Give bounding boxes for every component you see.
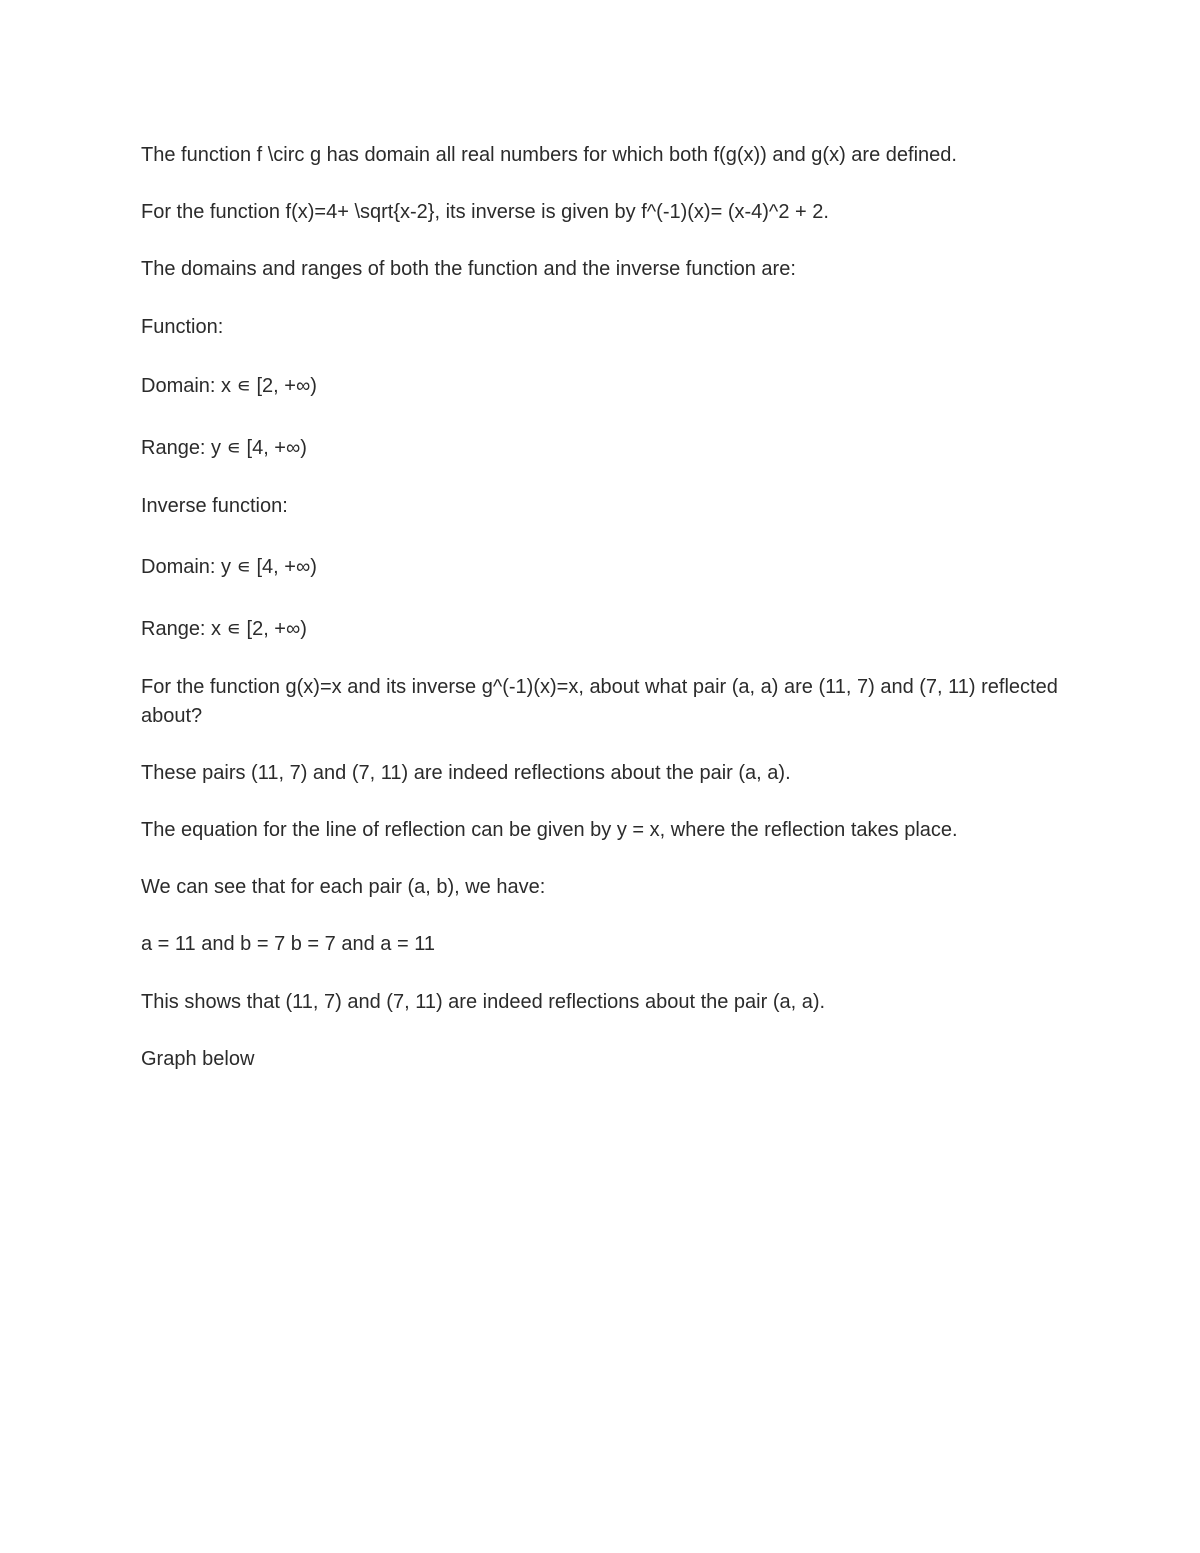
paragraph-reflection-pairs: These pairs (11, 7) and (7, 11) are indeed reflections about the pair (a, a).	[141, 762, 791, 784]
paragraph-reflection-conclusion: This shows that (11, 7) and (7, 11) are indeed reflections about the pair (a, a).	[141, 991, 826, 1013]
paragraph-inverse-domain: Domain: y ∊ [4, +∞)	[141, 556, 317, 578]
paragraph-domains-ranges-intro: The domains and ranges of both the function and the inverse function are:	[141, 258, 796, 280]
paragraph-pair-intro: We can see that for each pair (a, b), we have:	[141, 876, 546, 898]
paragraph-inverse-function: For the function f(x)=4+ \sqrt{x-2}, its inverse is given by f^(-1)(x)= (x-4)^2 + 2.	[141, 201, 829, 223]
paragraph-reflection-line: The equation for the line of reflection can be given by y = x, where the reflection takes place.	[141, 819, 958, 841]
paragraph-function-domain: Domain: x ∊ [2, +∞)	[141, 375, 317, 397]
paragraph-reflection-question: For the function g(x)=x and its inverse g^(-1)(x)=x, about what pair (a, a) are (11, 7) and (7, 11) reflected about?	[141, 676, 1064, 727]
paragraph-inverse-range: Range: x ∊ [2, +∞)	[141, 618, 307, 640]
paragraph-function-heading: Function:	[141, 316, 224, 338]
paragraph-pair-values: a = 11 and b = 7 b = 7 and a = 11	[141, 933, 435, 955]
paragraph-composition-domain: The function f \circ g has domain all real numbers for which both f(g(x)) and g(x) are defined.	[141, 144, 957, 166]
paragraph-inverse-heading: Inverse function:	[141, 495, 288, 517]
paragraph-graph-note: Graph below	[141, 1048, 255, 1070]
paragraph-function-range: Range: y ∊ [4, +∞)	[141, 437, 307, 459]
document-body	[141, 141, 1064, 1074]
